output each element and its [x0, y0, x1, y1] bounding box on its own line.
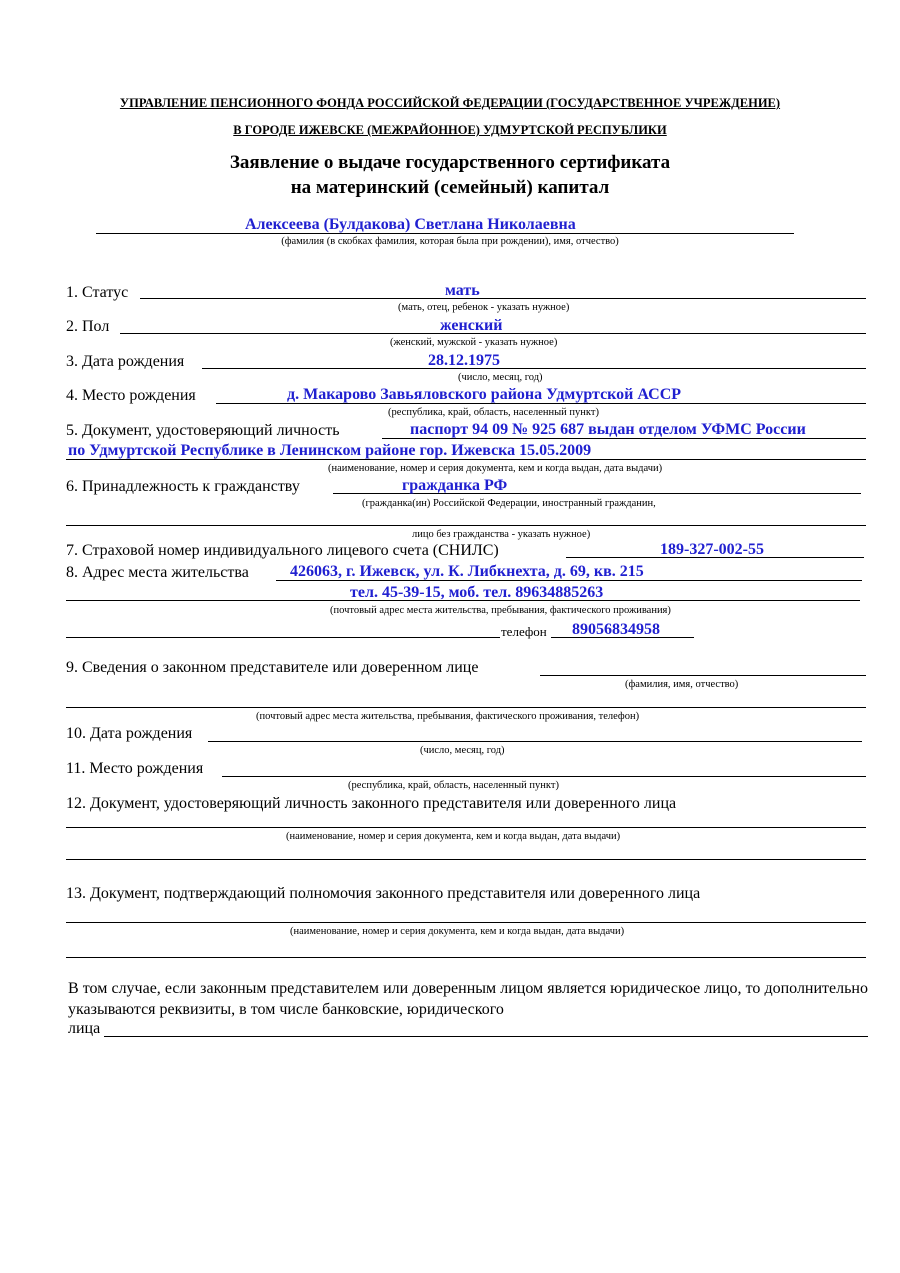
document-title-line-2: на материнский (семейный) капитал [290, 177, 610, 198]
address-value-2: тел. 45-39-15, моб. тел. 89634885263 [350, 584, 604, 601]
representative-info-label: 9. Сведения о законном представителе или доверенном лице [66, 659, 479, 676]
snils-value: 189-327-002-55 [660, 541, 764, 558]
legal-entity-paragraph [68, 978, 868, 1020]
status-value: мать [445, 282, 480, 299]
representative-birth-date-hint: (число, месяц, год) [420, 745, 505, 756]
phone-value: 89056834958 [572, 621, 660, 638]
agency-header-line-2: В ГОРОДЕ ИЖЕВСКЕ (МЕЖРАЙОННОЕ) УДМУРТСКОЙ РЕСПУБЛИКИ [233, 123, 667, 137]
phone-line-left [66, 637, 500, 638]
gender-hint: (женский, мужской - указать нужное) [390, 337, 558, 348]
agency-header-line-1: УПРАВЛЕНИЕ ПЕНСИОННОГО ФОНДА РОССИЙСКОЙ ФЕДЕРАЦИИ (ГОСУДАРСТВЕННОЕ УЧРЕЖДЕНИЕ) [119, 96, 781, 110]
status-line [140, 298, 866, 299]
representative-address-hint: (почтовый адрес места жительства, пребывания, фактического проживания, телефон) [256, 711, 640, 722]
representative-birth-place-label: 11. Место рождения [66, 760, 204, 777]
legal-entity-last-word: лица [68, 1020, 101, 1037]
authority-document-line-1 [66, 922, 866, 923]
id-document-hint: (наименование, номер и серия документа, кем и когда выдан, дата выдачи) [328, 463, 663, 474]
document-title-line-1: Заявление о выдаче государственного сертификата [229, 152, 671, 173]
address-hint: (почтовый адрес места жительства, пребывания, фактического проживания) [330, 605, 671, 616]
birth-place-value: д. Макарово Завьяловского района Удмуртской АССР [287, 386, 682, 403]
citizenship-line-2 [66, 525, 866, 526]
authority-document-line-2 [66, 957, 866, 958]
legal-entity-line [104, 1036, 868, 1037]
representative-id-document-label: 12. Документ, удостоверяющий личность законного представителя или доверенного лица [66, 795, 677, 812]
birth-date-label: 3. Дата рождения [66, 353, 185, 370]
id-document-value-1: паспорт 94 09 № 925 687 выдан отделом УФМС России [410, 421, 806, 438]
citizenship-label: 6. Принадлежность к гражданству [66, 478, 300, 495]
representative-id-document-hint: (наименование, номер и серия документа, кем и когда выдан, дата выдачи) [286, 831, 621, 842]
status-hint: (мать, отец, ребенок - указать нужное) [398, 302, 570, 313]
representative-address-line [66, 707, 866, 708]
citizenship-hint-1: (гражданка(ин) Российской Федерации, иностранный гражданин, [362, 498, 656, 509]
address-value-1: 426063, г. Ижевск, ул. К. Либкнехта, д. 69, кв. 215 [290, 563, 644, 580]
representative-birth-date-line [208, 741, 862, 742]
citizenship-hint-2: лицо без гражданства - указать нужное) [412, 529, 591, 540]
birth-place-hint: (республика, край, область, населенный пункт) [388, 407, 599, 418]
birth-place-label: 4. Место рождения [66, 387, 196, 404]
address-label: 8. Адрес места жительства [66, 564, 249, 581]
gender-value: женский [440, 317, 503, 334]
representative-id-document-line-1 [66, 827, 866, 828]
citizenship-value: гражданка РФ [402, 477, 508, 494]
applicant-name-hint: (фамилия (в скобках фамилия, которая была при рождении), имя, отчество) [281, 236, 619, 247]
snils-label: 7. Страховой номер индивидуального лицевого счета (СНИЛС) [66, 542, 499, 559]
authority-document-label: 13. Документ, подтверждающий полномочия законного представителя или доверенного лица [66, 885, 701, 902]
birth-date-line [202, 368, 866, 369]
representative-info-hint: (фамилия, имя, отчество) [625, 679, 739, 690]
id-document-value-2: по Удмуртской Республике в Ленинском районе гор. Ижевска 15.05.2009 [68, 442, 592, 459]
applicant-name-value: Алексеева (Булдакова) Светлана Николаевна [245, 216, 576, 233]
legal-entity-text: В том случае, если законным представителем или доверенным лицом является юридическое лицо, то дополнительно указываются реквизиты, в том числе банковские, юридического [68, 980, 868, 1018]
representative-birth-place-hint: (республика, край, область, населенный пункт) [348, 780, 559, 791]
representative-info-line [540, 675, 866, 676]
representative-birth-place-line [222, 776, 866, 777]
birth-date-value: 28.12.1975 [428, 352, 500, 369]
authority-document-hint: (наименование, номер и серия документа, кем и когда выдан, дата выдачи) [290, 926, 625, 937]
representative-id-document-line-2 [66, 859, 866, 860]
gender-label: 2. Пол [66, 318, 110, 335]
representative-birth-date-label: 10. Дата рождения [66, 725, 193, 742]
id-document-label: 5. Документ, удостоверяющий личность [66, 422, 340, 439]
status-label: 1. Статус [66, 284, 129, 301]
phone-label: телефон [501, 624, 547, 639]
birth-date-hint: (число, месяц, год) [458, 372, 543, 383]
